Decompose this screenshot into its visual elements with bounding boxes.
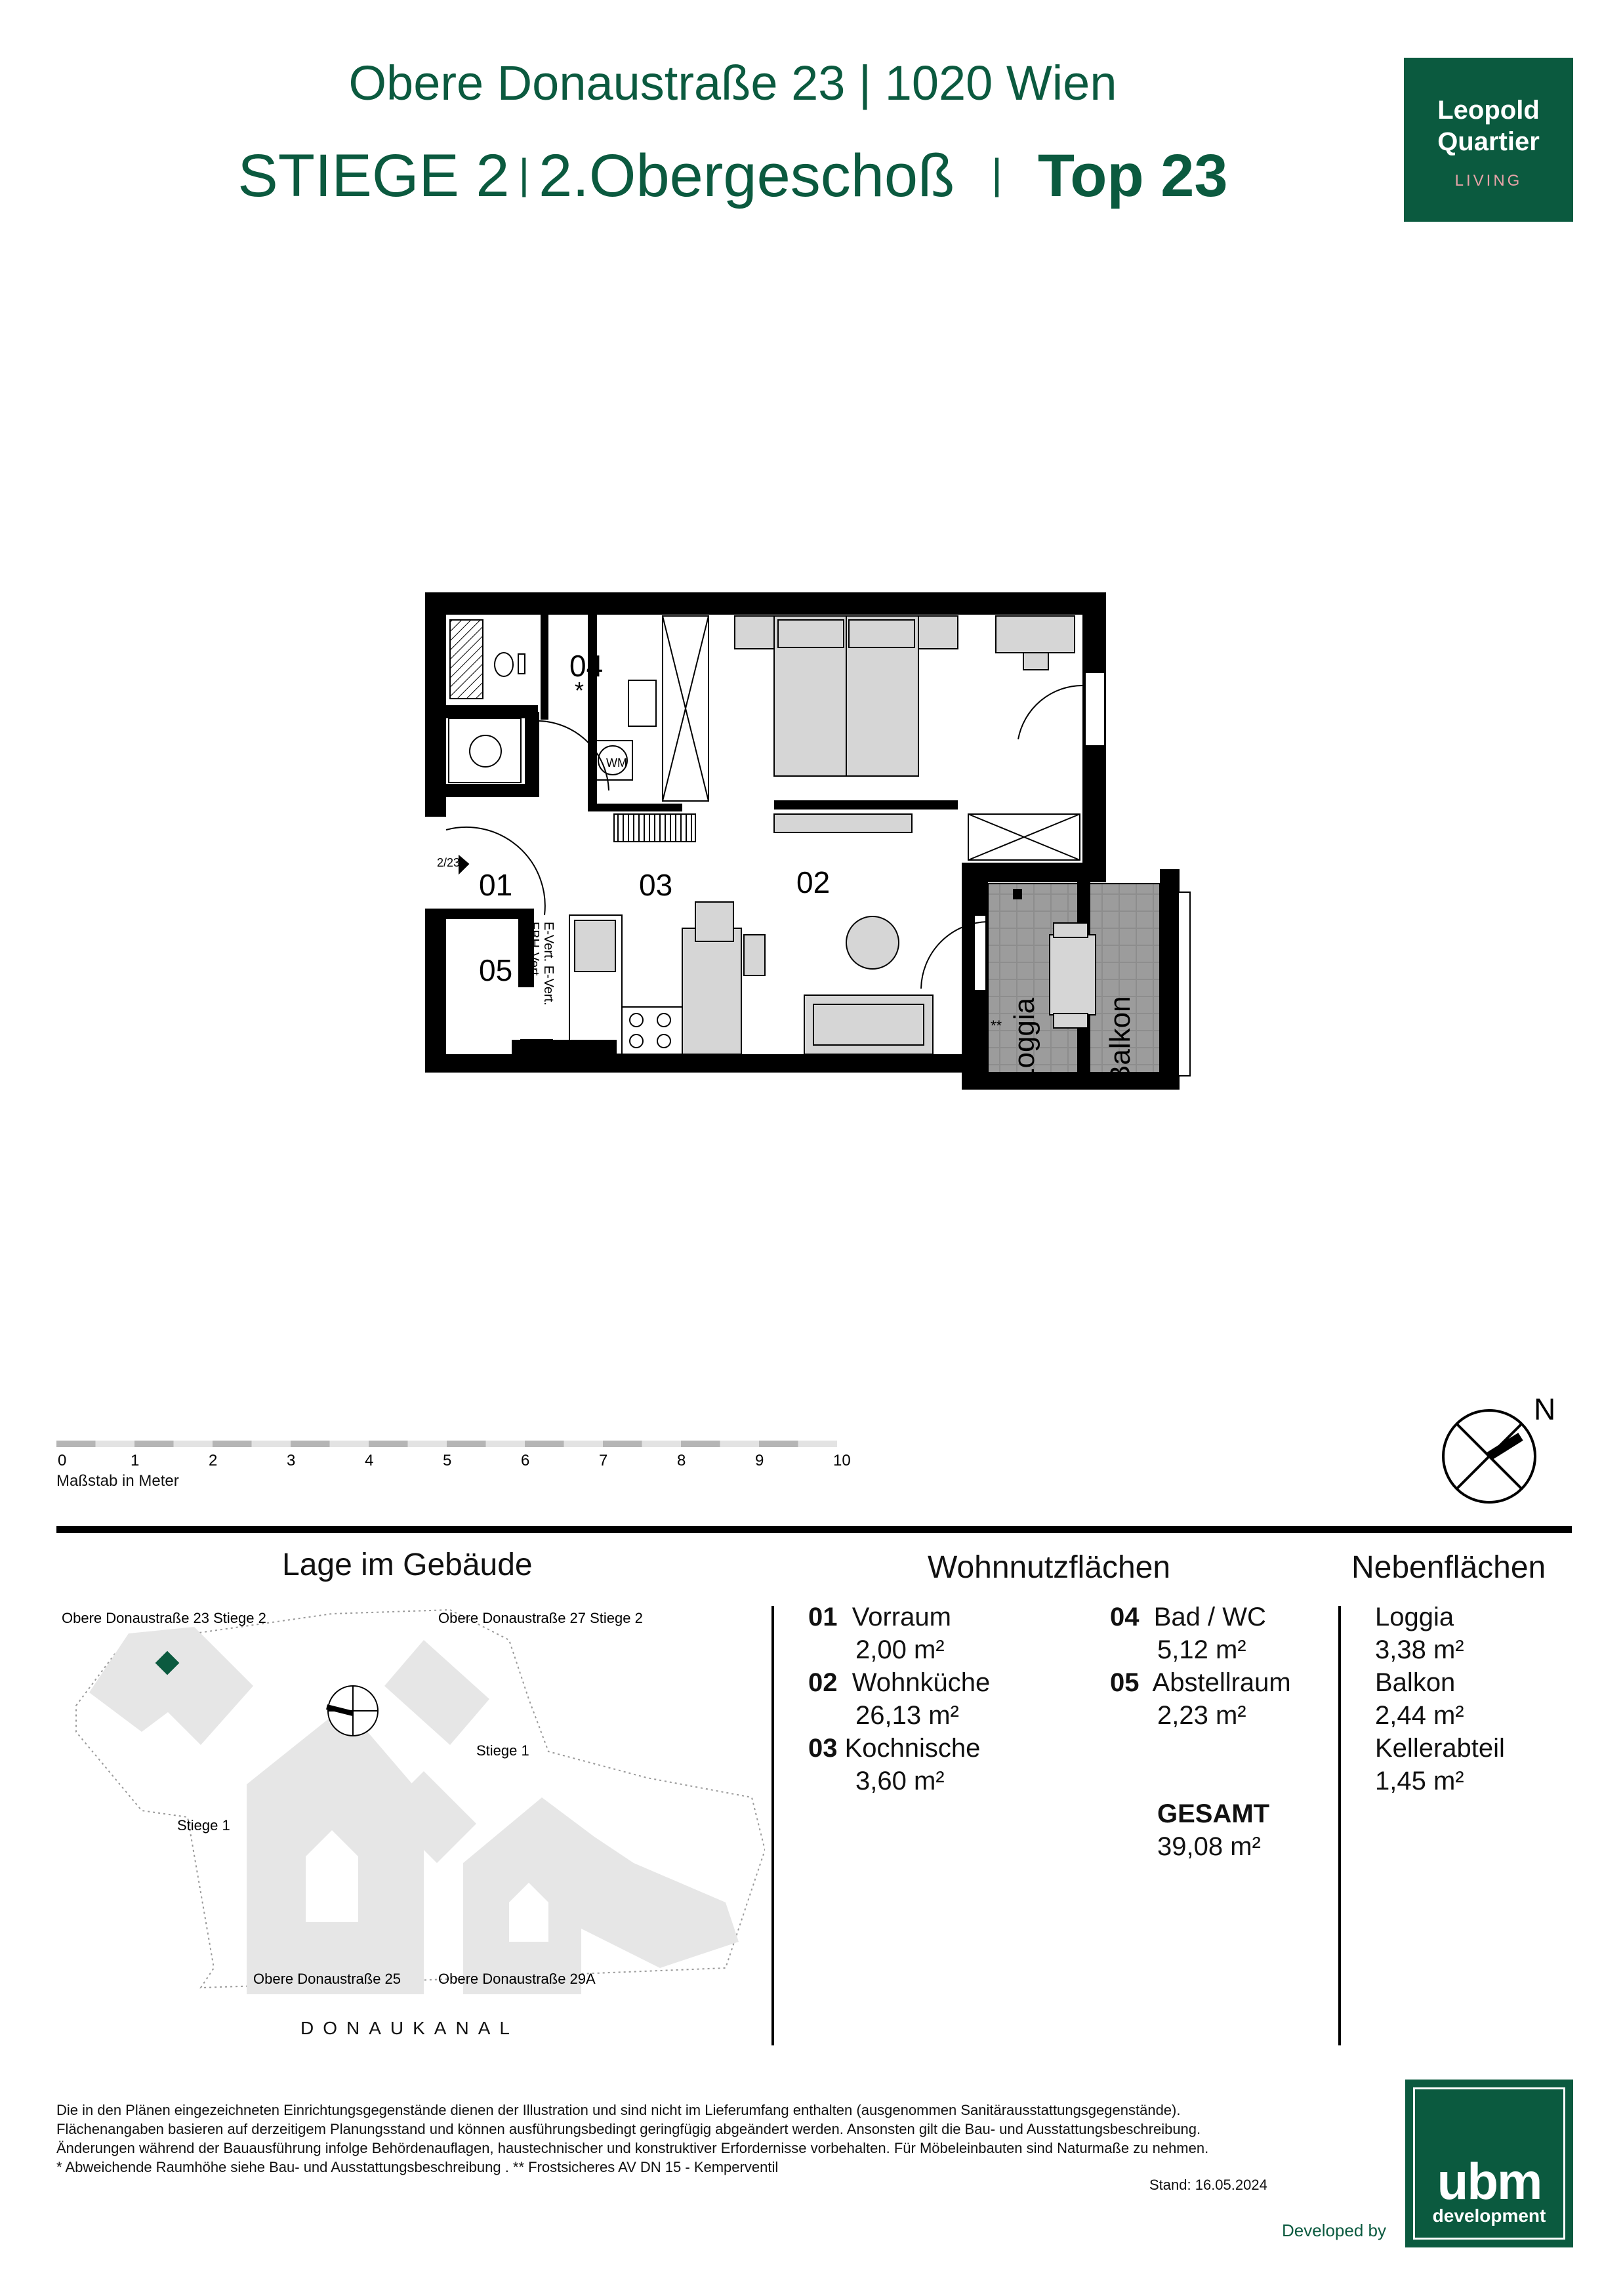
area-name: Abstellraum	[1152, 1668, 1291, 1697]
developed-by: Developed by	[1282, 2221, 1386, 2240]
area-value: 2,23 m²	[1157, 1701, 1246, 1730]
label-od23: Obere Donaustraße 23 Stiege 2	[62, 1610, 266, 1626]
separator: |	[991, 150, 1002, 197]
scale-segment	[759, 1441, 798, 1447]
area-item-02	[808, 1666, 990, 1732]
scale-segment	[134, 1441, 174, 1447]
area-value: 2,00 m²	[855, 1635, 945, 1664]
room-05-label: 05	[479, 953, 513, 987]
scale-segment	[213, 1441, 252, 1447]
ubm-sub: development	[1432, 2205, 1546, 2226]
loggia-label: Loggia	[1008, 997, 1040, 1084]
area-value: 5,12 m²	[1157, 1635, 1246, 1664]
logo-line1: Leopold	[1437, 96, 1540, 125]
column-divider	[1338, 1606, 1341, 2045]
scale-tick-label: 7	[599, 1452, 608, 1469]
area-item-05	[1110, 1666, 1291, 1732]
subtitle	[0, 142, 1466, 211]
neben-name: Kellerabteil	[1375, 1734, 1505, 1763]
kitchen	[569, 902, 765, 1054]
nebenflaeche-item	[1375, 1601, 1505, 1797]
disclaimer-line: Die in den Plänen eingezeichneten Einrichtungsgegenstände dienen der Illustration und sind nicht im Lieferumfang enthalten (ausgenommen Sanitärausstattungsgegenstände).	[56, 2102, 1181, 2118]
vert-line1: E-Vert. E-Vert.	[541, 922, 556, 1006]
floor: 2.Obergeschoß	[539, 142, 955, 209]
balkon-label: Balkon	[1104, 996, 1136, 1084]
total-label: GESAMT	[1157, 1799, 1270, 1828]
stiege: STIEGE 2	[237, 142, 510, 209]
area-name: Kochnische	[844, 1734, 981, 1763]
area-item-01	[808, 1601, 951, 1666]
area-value: 26,13 m²	[855, 1701, 959, 1730]
scale-segment	[369, 1441, 408, 1447]
scale-tick-label: 9	[755, 1452, 764, 1469]
leopold-quartier-logo	[1404, 58, 1573, 222]
scale-segment	[291, 1441, 330, 1447]
neben-name: Loggia	[1375, 1603, 1454, 1631]
neben-area: 1,45 m²	[1375, 1767, 1464, 1795]
area-num: 02	[808, 1668, 838, 1697]
room-04-star: *	[575, 677, 585, 704]
area-num: 03	[808, 1734, 838, 1763]
disclaimer	[56, 2101, 1316, 2177]
nebenflaechen-title: Nebenflächen	[1351, 1550, 1546, 1585]
compass	[1434, 1391, 1565, 1509]
scale-caption: Maßstab in Meter	[56, 1472, 179, 1490]
floor-plan	[420, 587, 1207, 1112]
neben-area: 2,44 m²	[1375, 1701, 1464, 1730]
label-stiege1-left: Stiege 1	[177, 1817, 230, 1834]
area-name: Wohnküche	[852, 1668, 991, 1697]
frost-valve-mark: **	[991, 1017, 1002, 1034]
divider	[56, 1526, 1572, 1533]
room-02-label: 02	[796, 865, 831, 899]
label-od29a: Obere Donaustraße 29A	[438, 1971, 596, 1987]
neben-name: Balkon	[1375, 1668, 1456, 1697]
scale-tick-label: 4	[365, 1452, 374, 1469]
area-value: 3,60 m²	[855, 1767, 945, 1795]
room-03-label: 03	[639, 868, 673, 902]
bed	[735, 616, 958, 776]
desk	[996, 616, 1082, 739]
scale-tick-label: 5	[443, 1452, 452, 1469]
logo-text	[1404, 94, 1573, 157]
buildings	[89, 1627, 739, 1994]
area-name: Bad / WC	[1153, 1603, 1266, 1631]
ubm-word: ubm	[1437, 2152, 1542, 2210]
disclaimer-line: * Abweichende Raumhöhe siehe Bau- und Ausstattungsbeschreibung . ** Frostsicheres AV DN 15 - Kemperventil	[56, 2159, 779, 2175]
site-plan	[56, 1601, 765, 2007]
label-stiege1-right: Stiege 1	[476, 1742, 529, 1759]
scale-ticks	[58, 1452, 851, 1469]
scale-tick-label: 6	[521, 1452, 530, 1469]
scale-segment	[447, 1441, 486, 1447]
neben-area: 3,38 m²	[1375, 1635, 1464, 1664]
room-01-label: 01	[479, 868, 513, 902]
room-04-label: 04	[569, 649, 604, 683]
scale-tick-label: 3	[287, 1452, 296, 1469]
vert-line2: FBH-Vert.	[527, 922, 541, 979]
shaft	[521, 1040, 552, 1057]
separator: |	[518, 150, 530, 197]
ubm-logo	[1405, 2080, 1573, 2247]
living-furniture	[804, 916, 988, 1054]
scale-segment	[603, 1441, 642, 1447]
total	[1157, 1797, 1269, 1863]
radiator	[614, 814, 912, 842]
address: Obere Donaustraße 23 | 1020 Wien	[348, 56, 1117, 110]
scale-bar	[56, 1441, 857, 1472]
scale-segment	[525, 1441, 564, 1447]
area-num: 05	[1110, 1668, 1140, 1697]
label-od25: Obere Donaustraße 25	[253, 1971, 401, 1987]
area-num: 04	[1110, 1603, 1140, 1631]
label-od27: Obere Donaustraße 27 Stiege 2	[438, 1610, 643, 1626]
area-item-04	[1110, 1601, 1266, 1666]
scale-tick-label: 1	[131, 1452, 140, 1469]
scale-segment	[681, 1441, 720, 1447]
north-label: N	[1534, 1392, 1556, 1426]
wohnnutzflaechen-title: Wohnnutzflächen	[928, 1550, 1171, 1585]
stand-date: Stand: 16.05.2024	[1149, 2177, 1267, 2193]
lage-title: Lage im Gebäude	[282, 1548, 533, 1582]
scale-tick-label: 0	[58, 1452, 67, 1469]
top-number: Top 23	[1037, 142, 1228, 209]
scale-tick-label: 10	[833, 1452, 851, 1469]
donaukanal-label: DONAUKANAL	[300, 2018, 519, 2038]
scale-tick-label: 8	[677, 1452, 686, 1469]
area-num: 01	[808, 1603, 838, 1631]
disclaimer-line: Flächenangaben basieren auf derzeitigem Planungsstand und können ausführungsbedingt geringfügig abgeändert werden. Ansonsten gilt die Bau- und Ausstattungsbeschreibung.	[56, 2121, 1201, 2137]
scale-segment	[56, 1441, 96, 1447]
wm-label: WM	[606, 756, 627, 769]
disclaimer-line: Änderungen während der Bauausführung infolge Behördenauflagen, haustechnischer und konstruktiver Erfordernisse vorbehalten. Für Möbeleinbauten sind Naturmaße zu nehmen.	[56, 2140, 1209, 2156]
area-name: Vorraum	[852, 1603, 951, 1631]
door-label: 2/23	[437, 856, 461, 869]
scale-tick-label: 2	[209, 1452, 218, 1469]
total-area: 39,08 m²	[1157, 1832, 1261, 1861]
column-divider	[771, 1606, 774, 2045]
area-item-03	[808, 1732, 980, 1797]
logo-line3: LIVING	[1454, 172, 1523, 190]
logo-line2: Quartier	[1437, 127, 1540, 156]
